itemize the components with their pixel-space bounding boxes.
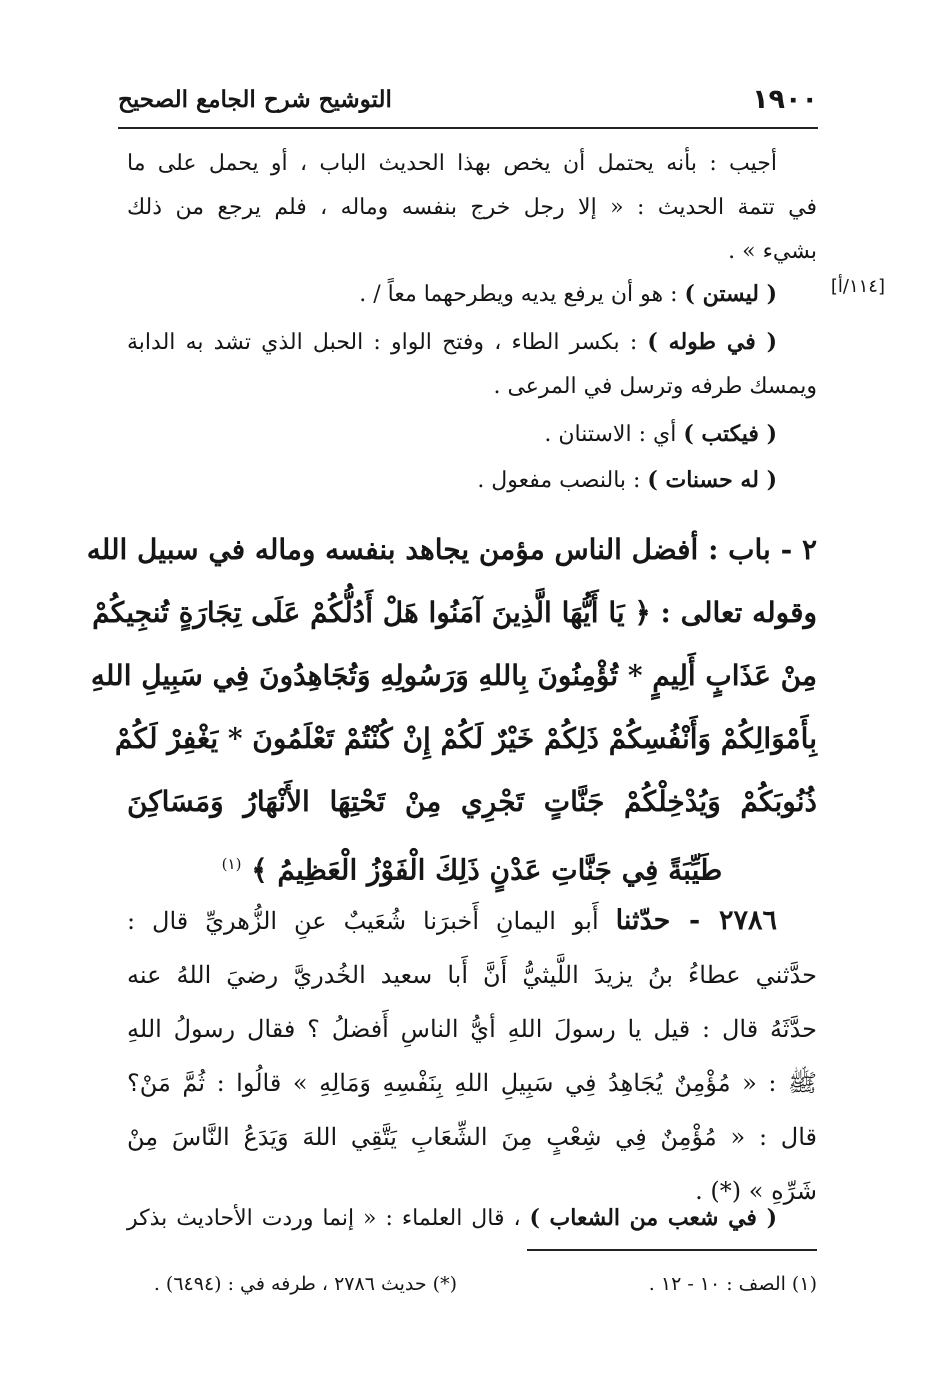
margin-folio-reference: [١١٤/أ] [830, 276, 885, 297]
lemma-explanation: : بالنصب مفعول . [477, 468, 648, 493]
lemma-explanation: : هو أن يرفع يديه ويطرحهما معاً / . [359, 282, 685, 307]
commentary-paragraph-2 [127, 272, 817, 317]
verse-line: وقوله تعالى : ﴿ يَا أَيُّهَا الَّذِينَ آمَنُوا هَلْ أَدُلُّكُمْ عَلَى تِجَارَةٍ تُنجِيكُمْ [92, 596, 817, 629]
closing-paragraph [127, 1196, 817, 1241]
text-line: أجيب : بأنه يحتمل أن يخص بهذا الحديث الباب ، أو يحمل على ما [127, 151, 777, 176]
commentary-paragraph-3 [127, 320, 817, 409]
footnote-rule [527, 1249, 817, 1251]
page-number: ١٩٠٠ [752, 84, 818, 115]
lemma-term: ( فيكتب ) [683, 421, 777, 447]
lemma-explanation: ، قال العلماء : « إنما وردت الأحاديث بذكر [127, 1206, 530, 1231]
header-rule [118, 127, 818, 129]
verse-text: طَيِّبَةً فِي جَنَّاتِ عَدْنٍ ذَلِكَ الْفَوْزُ الْعَظِيمُ ﴾ [251, 853, 723, 887]
hadith-line: حدَّثني عطاءُ بنُ يزيدَ اللَّيثيُّ أَنَّ أَبا سعيد الخُدريَّ رضيَ اللهُ عنه [127, 961, 817, 989]
lemma-term: ( في شعب من الشعاب ) [529, 1205, 777, 1231]
running-title: التوشيح شرح الجامع الصحيح [118, 86, 392, 113]
verse-line [127, 833, 817, 901]
text-line [127, 458, 817, 503]
page-header [118, 78, 818, 118]
hadith-line: قال : « مُؤْمِنٌ فِي شِعْبٍ مِنَ الشِّعَابِ يَتَّقِي اللهَ وَيَدَعُ النَّاسَ مِنْ [127, 1123, 817, 1151]
commentary-paragraph-5 [127, 458, 817, 503]
hadith-line [127, 894, 817, 948]
text-line [127, 412, 817, 457]
text-line [127, 320, 817, 365]
hadith-number: ٢٧٨٦ - حدّثنا [615, 905, 777, 936]
verse-line: ذُنُوبَكُمْ وَيُدْخِلْكُمْ جَنَّاتٍ تَجْرِي مِنْ تَحْتِهَا الأَنْهَارُ وَمَسَاكِنَ [127, 785, 817, 818]
footnote-1: (١) الصف : ١٠ - ١٢ . [648, 1273, 817, 1295]
lemma-explanation: : بكسر الطاء ، وفتح الواو : الحبل الذي تشد به الدابة [127, 330, 648, 355]
text-line: بشيء » . [728, 239, 817, 264]
chapter-heading [86, 518, 817, 901]
text-line: ويمسك طرفه وترسل في المرعى . [493, 374, 817, 399]
text-line [127, 272, 817, 317]
footnote-2: (*) حديث ٢٧٨٦ ، طرفه في : (٦٤٩٤) . [153, 1273, 457, 1295]
lemma-explanation: أي : الاستنان . [544, 422, 684, 447]
lemma-term: ( له حسنات ) [647, 467, 777, 493]
verse-line: بِأَمْوَالِكُمْ وَأَنْفُسِكُمْ ذَلِكُمْ خَيْرٌ لَكُمْ إِنْ كُنْتُمْ تَعْلَمُونَ * يَغْفِرْ لَكُمْ [114, 722, 817, 755]
hadith-line: ﷺ : « مُؤْمِنٌ يُجَاهِدُ فِي سَبِيلِ اللهِ بِنَفْسِهِ وَمَالِهِ » قالُوا : ثُمَّ مَنْ؟ [127, 1069, 817, 1097]
commentary-paragraph-4 [127, 412, 817, 457]
lemma-term: ( في طوله ) [647, 329, 777, 355]
hadith-line: شَرِّهِ » (*) . [695, 1177, 817, 1205]
text-line [127, 1196, 817, 1241]
hadith-line: حدَّثَهُ قال : قيل يا رسولَ اللهِ أيُّ الناسِ أَفضلُ ؟ فقال رسولُ اللهِ [127, 1015, 817, 1043]
commentary-paragraph-1 [127, 142, 817, 274]
hadith-block [127, 894, 817, 1218]
verse-line: مِنْ عَذَابٍ أَلِيمٍ * تُؤْمِنُونَ بِاللهِ وَرَسُولِهِ وَتُجَاهِدُونَ فِي سَبِيلِ اللهِ [90, 659, 817, 692]
lemma-term: ( ليستن ) [684, 281, 777, 307]
hadith-isnad: أَبو اليمانِ أَخبرَنا شُعَيبٌ عنِ الزُّهريِّ قال : [127, 907, 616, 935]
footnote-marker: (١) [221, 855, 242, 873]
chapter-title: ٢ - باب : أفضل الناس مؤمن يجاهد بنفسه وماله في سبيل الله [86, 533, 817, 566]
text-line: في تتمة الحديث : « إلا رجل خرج بنفسه وماله ، فلم يرجع من ذلك [127, 195, 817, 220]
